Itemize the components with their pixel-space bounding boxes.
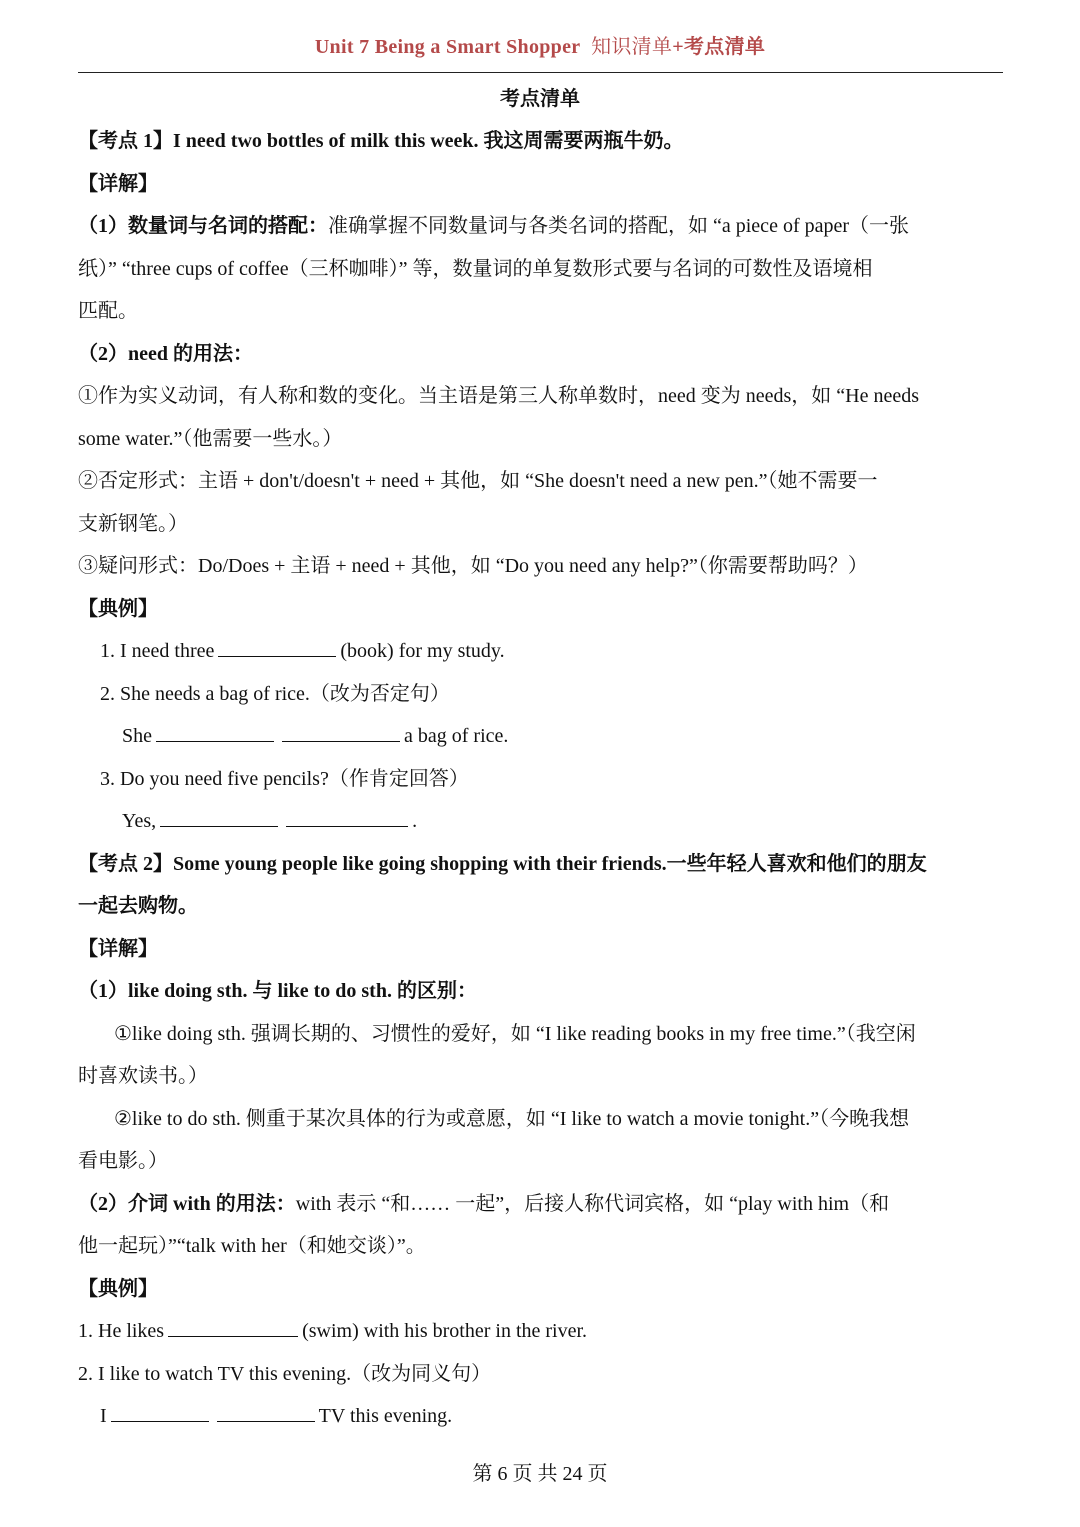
point1-detail-label: 【详解】: [78, 173, 158, 195]
point2-ex2-end: TV this evening.: [318, 1405, 453, 1427]
point1-item1-line3: 匹配。: [78, 300, 138, 322]
point1-ex2-question: 2. She needs a bag of rice.（改为否定句）: [100, 683, 450, 705]
page-number: 第 6 页 共 24 页: [472, 1463, 608, 1485]
point2-text: Some young people like going shopping with their friends.一些年轻人喜欢和他们的朋友: [173, 853, 927, 875]
answer-blank[interactable]: [156, 723, 274, 742]
point1-ex1-start: 1. I need three: [100, 640, 215, 662]
point1-text: I need two bottles of milk this week. 我这周需要两瓶牛奶。: [173, 130, 684, 152]
point2-ex2-question: 2. I like to watch TV this evening.（改为同义句）: [78, 1363, 492, 1385]
point1-usage2-line2: 支新钢笔。）: [78, 513, 188, 535]
point1-ex3-question: 3. Do you need five pencils?（作肯定回答）: [100, 768, 469, 790]
point1-item2-label: （2）need 的用法：: [78, 343, 253, 365]
header-divider: [78, 72, 1003, 73]
point2-ex2-answer: [100, 1402, 452, 1430]
answer-blank[interactable]: [286, 808, 408, 827]
point2-ex1-end: (swim) with his brother in the river.: [302, 1320, 588, 1342]
point2-item2: [78, 1190, 889, 1218]
point1-item1: [78, 212, 909, 240]
section-title: 考点清单: [500, 88, 580, 110]
point1-usage3-line1: ③疑问形式：Do/Does + 主语 + need + 其他，如 “Do you need any help?”（你需要帮助吗？）: [78, 555, 868, 577]
point2-sub1-line1: ①like doing sth. 强调长期的、习惯性的爱好，如 “I like reading books in my free time.”（我空闲: [114, 1023, 916, 1045]
answer-blank[interactable]: [218, 638, 336, 657]
point2-label: 【考点 2】: [78, 853, 173, 875]
point2-sub2-line2: 看电影。）: [78, 1150, 168, 1172]
point1-ex3-start: Yes,: [122, 810, 157, 832]
point1-usage2-line1: ②否定形式：主语 + don't/doesn't + need + 其他，如 “She doesn't need a new pen.”（她不需要一: [78, 470, 878, 492]
point1-usage1-line1: ①作为实义动词，有人称和数的变化。当主语是第三人称单数时，need 变为 needs，如 “He needs: [78, 385, 920, 407]
point1-label: 【考点 1】: [78, 130, 173, 152]
point2-detail-label: 【详解】: [78, 938, 158, 960]
point1-item1-label: （1）数量词与名词的搭配：: [78, 215, 328, 237]
point1-ex3-answer: [122, 807, 417, 835]
point1-ex1: [100, 637, 505, 665]
answer-blank[interactable]: [111, 1403, 209, 1422]
point1-ex3-end: .: [412, 810, 418, 832]
point2-heading: [78, 850, 927, 878]
point2-item1-label: （1）like doing sth. 与 like to do sth. 的区别：: [78, 980, 477, 1002]
answer-blank[interactable]: [282, 723, 400, 742]
point1-example-label: 【典例】: [78, 598, 158, 620]
point2-example-label: 【典例】: [78, 1278, 158, 1300]
point2-ex1: [78, 1317, 587, 1345]
answer-blank[interactable]: [217, 1403, 315, 1422]
point1-ex1-end: (book) for my study.: [340, 640, 505, 662]
answer-blank[interactable]: [160, 808, 278, 827]
point2-heading-line2: 一起去购物。: [78, 895, 198, 917]
point2-ex2-start: I: [100, 1405, 107, 1427]
point1-item1-line2: 纸）” “three cups of coffee（三杯咖啡）” 等，数量词的单复数形式要与名词的可数性及语境相: [78, 258, 873, 280]
header-title-en: Unit 7 Being a Smart Shopper: [314, 36, 581, 58]
point2-item2-text: with 表示 “和…… 一起”，后接人称代词宾格，如 “play with him（和: [295, 1193, 890, 1215]
header-title-cn-bold: +考点清单: [672, 36, 766, 58]
point1-ex2-end: a bag of rice.: [404, 725, 509, 747]
header-title-cn: 知识清单: [591, 36, 673, 58]
point2-sub1-line2: 时喜欢读书。）: [78, 1065, 208, 1087]
document-header: [0, 30, 1080, 59]
point1-heading: [78, 127, 684, 155]
point1-item1-text: 准确掌握不同数量词与各类名词的搭配，如 “a piece of paper（一张: [328, 215, 910, 237]
point1-ex2-start: She: [122, 725, 152, 747]
point1-usage1-line2: some water.”（他需要一些水。）: [78, 428, 343, 450]
answer-blank[interactable]: [168, 1318, 298, 1337]
point2-item2-label: （2）介词 with 的用法：: [78, 1193, 296, 1215]
point1-ex2-answer: [122, 722, 508, 750]
point2-sub2-line1: ②like to do sth. 侧重于某次具体的行为或意愿，如 “I like to watch a movie tonight.”（今晚我想: [114, 1108, 910, 1130]
point2-ex1-start: 1. He likes: [78, 1320, 165, 1342]
point2-item2-line2: 他一起玩）”“talk with her（和她交谈）”。: [78, 1235, 426, 1257]
